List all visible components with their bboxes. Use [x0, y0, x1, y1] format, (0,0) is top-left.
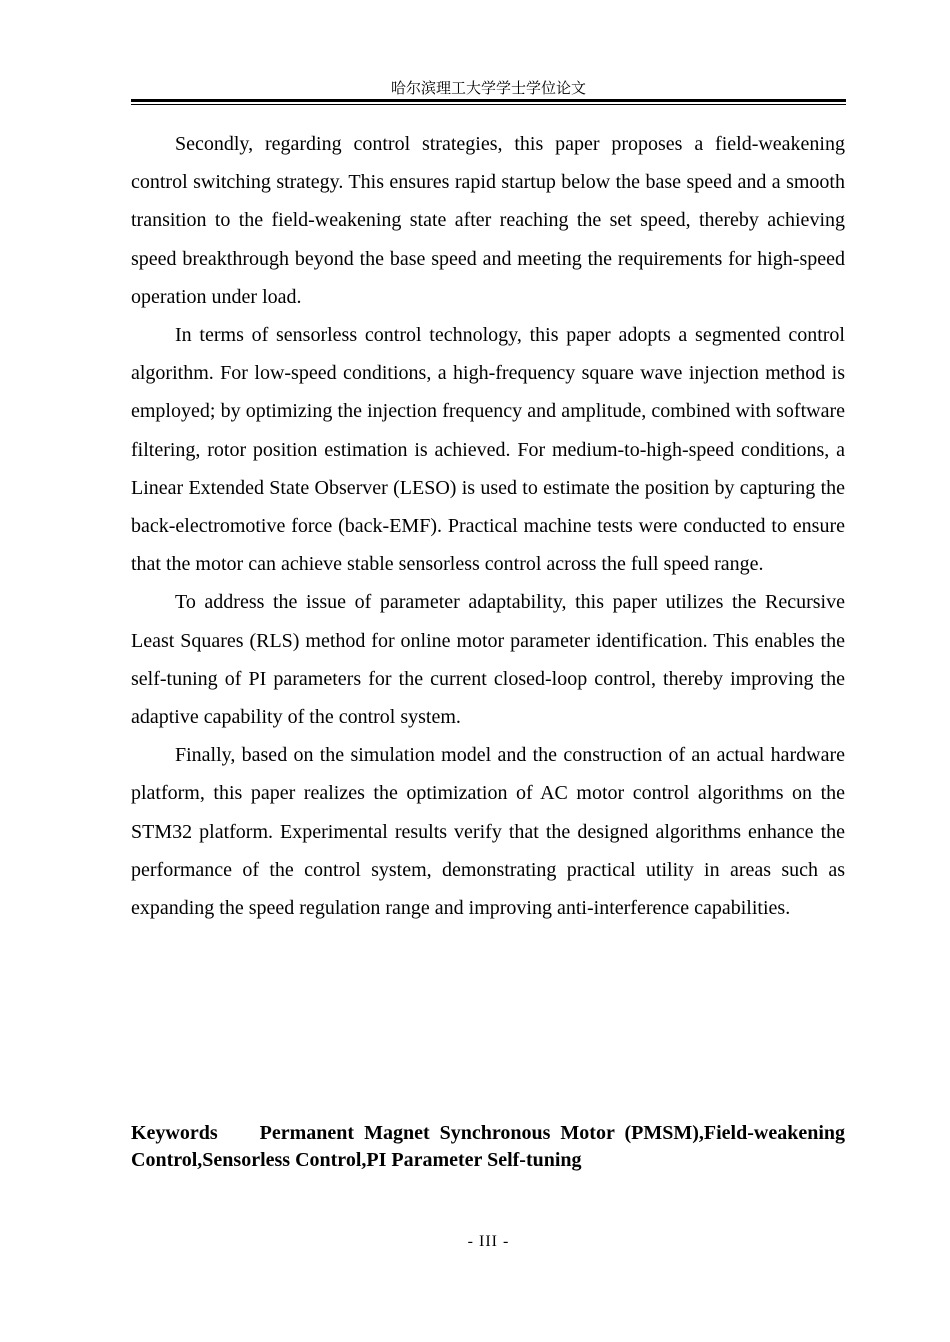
keywords-label: Keywords	[131, 1122, 218, 1144]
paragraph-sensorless-control: In terms of sensorless control technology, this paper adopts a segmented control algorithm. For low-speed conditions, a high-frequency square wave injection method is employed; by optimizing the injection frequency and amplitude, combined with software filtering, rotor position estimation is achieved. For medium-to-high-speed conditions, a Linear Extended State Observer (LESO) is used to estimate the position by capturing the back-electromotive force (back-EMF). Practical machine tests were conducted to ensure that the motor can achieve stable sensorless control across the full speed range.	[131, 324, 845, 576]
keywords-block	[131, 1120, 845, 1174]
paragraph-parameter-adaptability: To address the issue of parameter adaptability, this paper utilizes the Recursive Least Squares (RLS) method for online motor parameter identification. This enables the self-tuning of PI parameters for the current closed-loop control, thereby improving the adaptive capability of the control system.	[131, 591, 845, 729]
header-rule-thin	[131, 104, 846, 105]
running-header: 哈尔滨理工大学学士学位论文	[390, 79, 586, 97]
header-rule-thick	[131, 99, 846, 102]
paragraph-experimental-results: Finally, based on the simulation model and the construction of an actual hardware platform, this paper realizes the optimization of AC motor control algorithms on the STM32 platform. Experimental results verify that the designed algorithms enhance the performance of the control system, demonstrating practical utility in areas such as expanding the speed regulation range and improving anti-interference capabilities.	[131, 744, 845, 920]
page-number: - III -	[467, 1233, 510, 1250]
keywords-text: Permanent Magnet Synchronous Motor (PMSM),Field-weakening Control,Sensorless Control,PI Parameter Self-tuning	[131, 1122, 845, 1171]
paragraph-control-strategy: Secondly, regarding control strategies, this paper proposes a field-weakening control switching strategy. This ensures rapid startup below the base speed and a smooth transition to the field-weakening state after reaching the set speed, thereby achieving speed breakthrough beyond the base speed and meeting the requirements for high-speed operation under load.	[131, 133, 845, 308]
abstract-body	[131, 125, 845, 927]
